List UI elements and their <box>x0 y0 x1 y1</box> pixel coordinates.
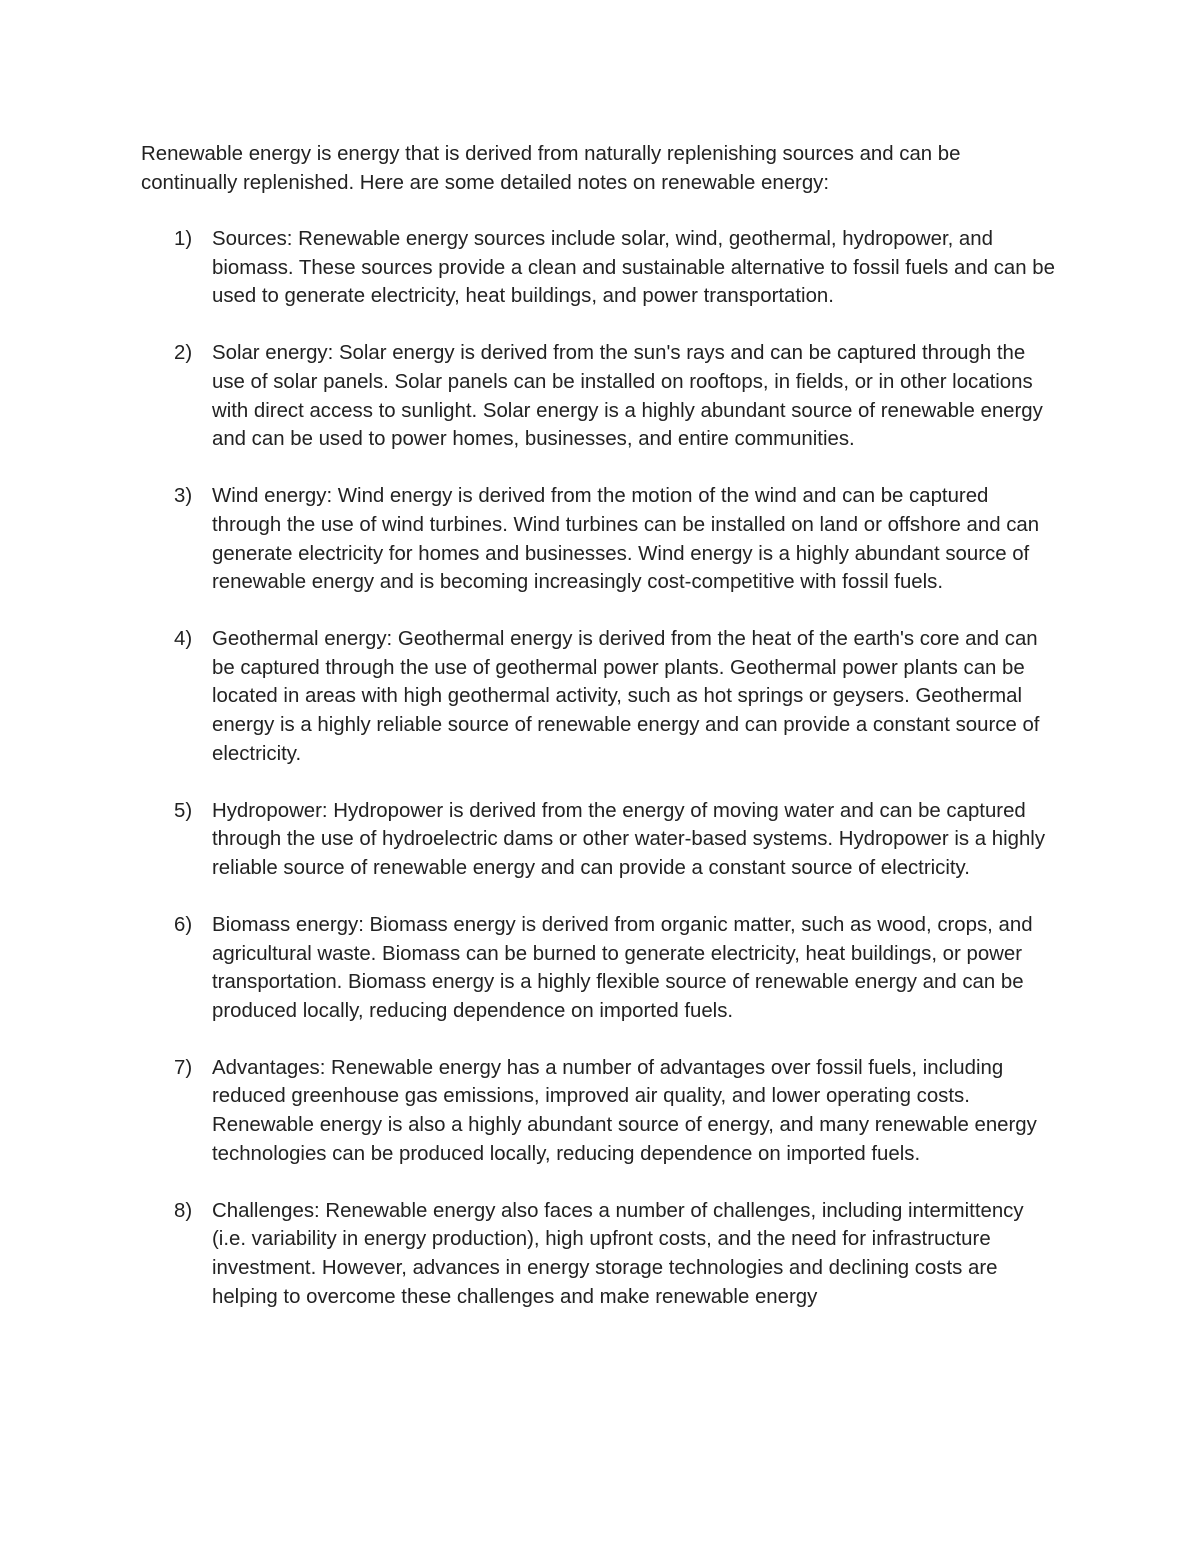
list-item-text: Advantages: Renewable energy has a number of advantages over fossil fuels, including reduced greenhouse gas emissions, improved air quality, and lower operating costs. Renewable energy is also a highly abundant source of energy, and many renewable energy technologies can be produced locally, reducing dependence on imported fuels. <box>212 1056 1037 1165</box>
list-item-number: 4) <box>174 628 193 651</box>
list-item-text: Wind energy: Wind energy is derived from the motion of the wind and can be captured through the use of wind turbines. Wind turbines can be installed on land or offshore and can generate electricity for homes and businesses. Wind energy is a highly abundant source of renewable energy and is becoming increasingly cost-competitive with fossil fuels. <box>212 485 1040 594</box>
list-item-number: 5) <box>174 799 193 822</box>
list-item-number: 8) <box>174 1199 193 1222</box>
list-item-number: 3) <box>174 485 193 508</box>
list-item <box>141 482 1061 596</box>
list-item-text: Challenges: Renewable energy also faces a number of challenges, including intermittency (i.e. variability in energy production), high upfront costs, and the need for infrastructure investment. However, advances in energy storage technologies and declining costs are helping to overcome these challenges and make renewable energy <box>212 1199 1024 1308</box>
list-item <box>141 1197 1061 1311</box>
list-item-text: Solar energy: Solar energy is derived from the sun's rays and can be captured through the use of solar panels. Solar panels can be installed on rooftops, in fields, or in other locations with direct access to sunlight. Solar energy is a highly abundant source of renewable energy and can be used to power homes, businesses, and entire communities. <box>212 342 1043 451</box>
list-item <box>141 911 1061 1025</box>
document-body <box>141 140 1061 1340</box>
list-item <box>141 339 1061 453</box>
notes-list <box>141 225 1061 1311</box>
list-item-number: 6) <box>174 913 193 936</box>
list-item-number: 2) <box>174 342 193 365</box>
list-item-text: Geothermal energy: Geothermal energy is derived from the heat of the earth's core and can be captured through the use of geothermal power plants. Geothermal power plants can be located in areas with high geothermal activity, such as hot springs or geysers. Geothermal energy is a highly reliable source of renewable energy and can provide a constant source of electricity. <box>212 628 1040 765</box>
intro-paragraph: Renewable energy is energy that is derived from naturally replenishing sources and can be continually replenished. Here are some detailed notes on renewable energy: <box>141 143 961 194</box>
list-item-number: 7) <box>174 1056 193 1079</box>
list-item-text: Hydropower: Hydropower is derived from the energy of moving water and can be captured through the use of hydroelectric dams or other water-based systems. Hydropower is a highly reliable source of renewable energy and can provide a constant source of electricity. <box>212 799 1046 879</box>
list-item-number: 1) <box>174 228 193 251</box>
list-item <box>141 625 1061 768</box>
list-item <box>141 797 1061 883</box>
list-item-text: Biomass energy: Biomass energy is derived from organic matter, such as wood, crops, and agricultural waste. Biomass can be burned to generate electricity, heat buildings, or power transportation. Biomass energy is a highly flexible source of renewable energy and can be produced locally, reducing dependence on imported fuels. <box>212 913 1033 1022</box>
list-item-text: Sources: Renewable energy sources include solar, wind, geothermal, hydropower, and biomass. These sources provide a clean and sustainable alternative to fossil fuels and can be used to generate electricity, heat buildings, and power transportation. <box>212 228 1055 308</box>
list-item <box>141 225 1061 311</box>
list-item <box>141 1054 1061 1168</box>
